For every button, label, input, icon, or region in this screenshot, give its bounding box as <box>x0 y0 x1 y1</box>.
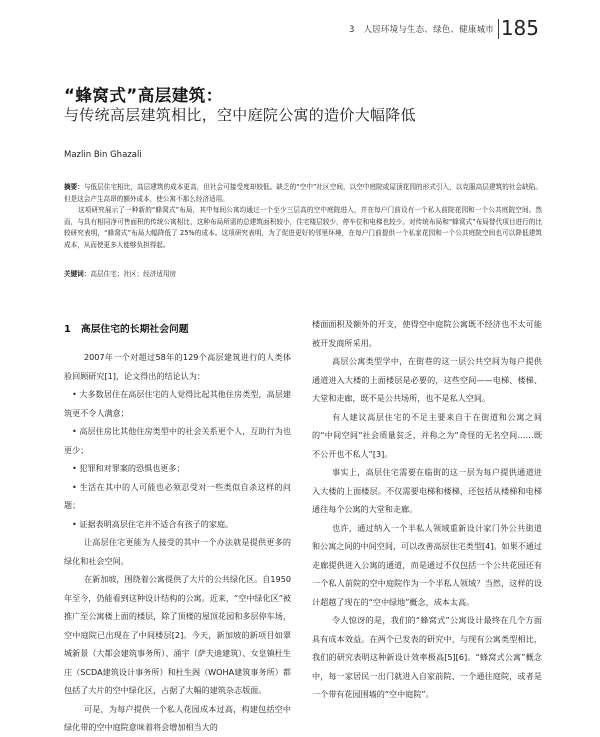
keywords-label: 关键词： <box>64 270 91 278</box>
author-name: Mazlin Bin Ghazali <box>64 150 142 160</box>
body-paragraph: 可是，为每户提供一个私人花园成本过高，构建包括空中绿化带的空中庭院意味着将会增加相当大的 <box>64 703 291 732</box>
page-number: 185 <box>500 16 539 40</box>
section-number: 1 <box>64 324 71 335</box>
abstract-paragraph-2: 这项研究展示了一种新的“蜂窝式”布局，其中每间公寓均通过一个至少三层高的空中庭院进入，并在每户门前设有一个私人前院花园和一个公共庭院空间。然而，与具有相同净可售面积的传统公寓相比，这种布局所需的总建筑面积较小，住宅楼层较少，停车位和电梯也较少。对传统布局和“蜂窝式”布局替代项目进行的比较研究表明，“蜂窝式”布局大幅降低了 25%的成本。这项研究表明，为了促进更好的邻里环境，在每户门前提供一个私家花园和一个公共庭院空间也可以降低建筑成本，从而使更多人能够负担得起。 <box>64 206 542 249</box>
bullet-item: • 生活在其中的人可能也必须忍受对一些类似自杀这样的问题； <box>64 481 291 510</box>
bullet-item: • 高层住房比其他住房类型中的社会关系更个人，互助行为也更少； <box>64 426 291 455</box>
chapter-number: 3 <box>348 25 355 35</box>
bullet-item: • 证据表明高层住宅并不适合有孩子的家庭。 <box>72 518 234 529</box>
body-paragraph: 高层公寓类型学中，在街巷的这一层公共空间为每户提供通道进入大楼的上面楼层是必要的，这些空间——电梯、楼梯、大堂和走廊，既不是公共场所，也不是私人空间。 <box>312 356 542 403</box>
body-paragraph: 有人建议高层住宅的不足主要来自于在街道和公寓之间的“中间空间”社会质量贫乏，并称之为“奇怪的无名空间……既不公开也不私人”[3]。 <box>312 411 542 459</box>
abstract <box>64 182 542 251</box>
abstract-text-1: 与低层住宅相比，高层建筑的成本更高，但社会可接受度却较低。缺乏的“空中”社区空间，以空中庭院或屋顶花园的形式引入，以克服高层建筑的社会缺陷。但是这会产生高昂的额外成本，使公寓不那么经济适用。 <box>64 183 542 203</box>
left-column <box>64 348 291 737</box>
body-paragraph: 也许，通过纳入一个半私人领域重新设计家门外公共街道和公寓之间的中间空间，可以改善高层住宅类型[4]。如果不通过走廊提供进入公寓的通道，而是通过不仅包括一个公共花园还有一个私人前院的空中庭院作为一个半私人领域？当然，这样的设计超越了现在的“空中绿地”概念，成本太高。 <box>312 522 542 607</box>
section-heading <box>64 321 189 335</box>
keywords <box>64 268 176 278</box>
header-divider <box>498 19 499 39</box>
running-head <box>349 23 494 35</box>
abstract-paragraph-1 <box>64 182 542 205</box>
body-paragraph: 2007年一个对超过58年的129个高层建筑进行的人类体验回顾研究[1]，论文得出的结论认为： <box>64 352 291 381</box>
article-subtitle: 与传统高层建筑相比，空中庭院公寓的造价大幅降低 <box>64 106 416 124</box>
running-header <box>0 16 600 42</box>
body-paragraph-continued: 楼面面积及额外的开支，使得空中庭院公寓既不经济也不太可能被开发商所采用。 <box>312 319 542 348</box>
running-title: 人居环境与生态、绿色、健康城市 <box>363 25 494 35</box>
body-paragraph: 让高层住宅更能为人接受的其中一个办法就是提供更多的绿化和社会空间。 <box>64 537 291 566</box>
keywords-text: 高层住宅；社区；经济适用房 <box>90 270 177 278</box>
article-title: “蜂窝式”高层建筑： <box>64 86 223 105</box>
section-title: 高层住宅的长期社会问题 <box>80 324 189 335</box>
bullet-item: • 犯罪和对罪案的恐惧也更多； <box>72 463 185 473</box>
body-paragraph: 在新加坡，围绕着公寓提供了大片的公共绿化区。自1950年至今，仍能看到这种设计结构的公寓。近来，“空中绿化区”被推广至公寓楼上面的楼层，除了顶楼的屋顶花园和多层停车场，空中庭院已出现在了中间楼层[2]。今天，新加坡的新项目如翠城新景（大都会建筑事务所）、涌宇（萨夫迪建筑）、女皇镇杜生庄（SCDA建筑设计事务所）和杜生阁（WOHA建筑事务所）都包括了大片的空中绿化区，占据了大幅的建筑杂志版面。 <box>64 574 291 695</box>
bullet-item: • 大多数居住在高层住宅的人觉得比起其他住房类型，高层建筑更不令人满意； <box>64 389 291 418</box>
right-column <box>312 315 542 704</box>
body-paragraph: 令人惊讶的是，我们的“蜂窝式”公寓设计最终在几个方面具有成本效益。在两个已发表的研究中，与现有公寓类型相比，我们的研究表明这种新设计效率极高[5][6]。“蜂窝式公寓”概念中，每一家居民一出门就进入自家前院、一个通往庭院，或者是一个带有花园围墙的“空中庭院”。 <box>312 615 542 699</box>
abstract-label: 摘要： <box>64 183 84 191</box>
body-paragraph: 事实上，高层住宅需要在临街的这一层为每户提供通道进入大楼的上面楼层。不仅需要电梯和楼梯，还包括从楼梯和电梯通往每个公寓的大堂和走廊。 <box>312 467 542 514</box>
